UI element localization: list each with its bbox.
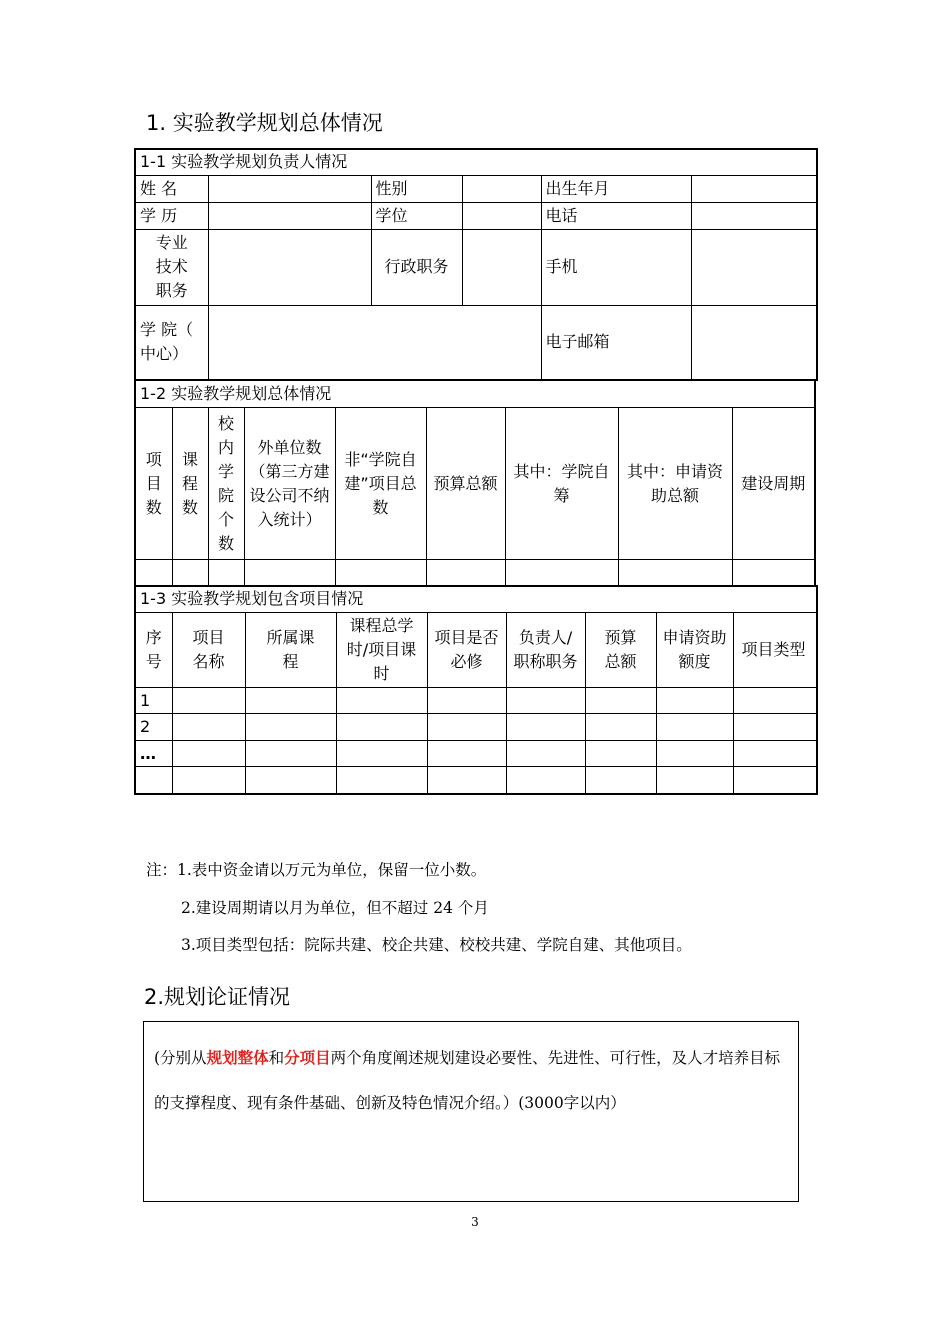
cell-internal-college-count[interactable] <box>208 560 244 586</box>
table-cell[interactable] <box>172 688 245 714</box>
table-cell[interactable] <box>585 714 656 741</box>
table-cell[interactable] <box>585 688 656 714</box>
note-1: 注：1.表中资金请以万元为单位，保留一位小数。 <box>146 861 487 879</box>
table-cell[interactable] <box>733 688 817 714</box>
header-funding-amount: 申请资助额度 <box>656 613 733 688</box>
header-non-self-built-count: 非“学院自建”项目总数 <box>335 408 426 560</box>
header-budget-total: 预算总额 <box>426 408 505 560</box>
section-title-1-2: 1-2 实验教学规划总体情况 <box>135 381 815 408</box>
label-college: 学 院（ 中心） <box>135 305 208 380</box>
page-number: 3 <box>471 1215 479 1229</box>
value-education[interactable] <box>208 202 371 229</box>
row-seq <box>135 767 172 794</box>
instr-highlight-overall: 规划整体 <box>206 1049 269 1067</box>
label-phone: 电话 <box>541 202 691 229</box>
table-cell[interactable] <box>336 767 427 794</box>
row-seq: … <box>135 741 172 767</box>
header-construction-period: 建设周期 <box>732 408 815 560</box>
table-cell[interactable] <box>585 767 656 794</box>
table-cell[interactable] <box>336 741 427 767</box>
table-cell[interactable] <box>427 767 506 794</box>
value-email[interactable] <box>691 305 817 380</box>
plan-overview-table <box>134 380 816 587</box>
cell-construction-period[interactable] <box>732 560 815 586</box>
header-seq: 序号 <box>135 613 172 688</box>
header-course-hours: 课程总学时/项目课时 <box>336 613 427 688</box>
table-cell[interactable] <box>656 714 733 741</box>
value-phone[interactable] <box>691 202 817 229</box>
header-requested-funding: 其中：申请资助总额 <box>618 408 732 560</box>
table-cell[interactable] <box>427 688 506 714</box>
label-gender: 性别 <box>371 175 462 202</box>
header-project-name: 项目名称 <box>172 613 245 688</box>
table-cell[interactable] <box>172 714 245 741</box>
instr-part-3: 两个角度阐述规划建设必要性、先进性、可行性，及人才培养目标的支撑程度、现有条件基础、创新及特色情况介绍。）(3000字以内） <box>154 1049 781 1112</box>
header-internal-college-count: 校内学院个数 <box>208 408 244 560</box>
cell-project-count[interactable] <box>135 560 172 586</box>
table-cell[interactable] <box>733 767 817 794</box>
table-cell[interactable] <box>172 741 245 767</box>
section-title-1-1: 1-1 实验教学规划负责人情况 <box>135 149 817 175</box>
instr-part-1: (分别从 <box>154 1049 207 1067</box>
table-cell[interactable] <box>506 767 585 794</box>
cell-self-funded[interactable] <box>505 560 618 586</box>
row-seq: 1 <box>135 688 172 714</box>
header-self-funded: 其中：学院自筹 <box>505 408 618 560</box>
project-list-table <box>134 585 818 795</box>
value-name[interactable] <box>208 175 371 202</box>
header-project-type: 项目类型 <box>733 613 817 688</box>
value-professional-title[interactable] <box>208 229 371 305</box>
label-birth: 出生年月 <box>541 175 691 202</box>
table-cell[interactable] <box>245 714 336 741</box>
header-course: 所属课程 <box>245 613 336 688</box>
table-cell[interactable] <box>245 741 336 767</box>
label-admin-position: 行政职务 <box>371 229 462 305</box>
table-cell[interactable] <box>506 741 585 767</box>
value-degree[interactable] <box>462 202 541 229</box>
cell-non-self-built-count[interactable] <box>335 560 426 586</box>
table-cell[interactable] <box>245 688 336 714</box>
value-college[interactable] <box>208 305 541 380</box>
header-required: 项目是否必修 <box>427 613 506 688</box>
note-3: 3.项目类型包括：院际共建、校企共建、校校共建、学院自建、其他项目。 <box>181 936 692 954</box>
section-title-1-3: 1-3 实验教学规划包含项目情况 <box>135 586 817 613</box>
table-cell[interactable] <box>585 741 656 767</box>
label-degree: 学位 <box>371 202 462 229</box>
table-cell[interactable] <box>656 688 733 714</box>
label-education: 学 历 <box>135 202 208 229</box>
header-external-unit-count: 外单位数（第三方建设公司不纳入统计） <box>244 408 335 560</box>
instr-highlight-subproject: 分项目 <box>284 1049 331 1067</box>
table-cell[interactable] <box>427 741 506 767</box>
table-cell[interactable] <box>656 741 733 767</box>
value-mobile[interactable] <box>691 229 817 305</box>
section-heading-2: 2.规划论证情况 <box>144 985 291 1009</box>
label-email: 电子邮箱 <box>541 305 691 380</box>
header-leader-title: 负责人/职称职务 <box>506 613 585 688</box>
table-cell[interactable] <box>733 714 817 741</box>
cell-course-count[interactable] <box>172 560 208 586</box>
table-cell[interactable] <box>427 714 506 741</box>
cell-external-unit-count[interactable] <box>244 560 335 586</box>
label-name: 姓 名 <box>135 175 208 202</box>
row-seq: 2 <box>135 714 172 741</box>
argument-instructions <box>154 1036 790 1126</box>
label-professional-title: 专业技术职务 <box>135 229 208 305</box>
table-cell[interactable] <box>506 714 585 741</box>
table-cell[interactable] <box>733 741 817 767</box>
leader-info-table <box>134 148 818 381</box>
table-cell[interactable] <box>656 767 733 794</box>
table-cell[interactable] <box>506 688 585 714</box>
table-cell[interactable] <box>336 688 427 714</box>
value-admin-position[interactable] <box>462 229 541 305</box>
section-heading-1: 1. 实验教学规划总体情况 <box>146 111 383 135</box>
header-project-count: 项目数 <box>135 408 172 560</box>
header-budget: 预算总额 <box>585 613 656 688</box>
header-course-count: 课程数 <box>172 408 208 560</box>
label-mobile: 手机 <box>541 229 691 305</box>
table-cell[interactable] <box>245 767 336 794</box>
cell-budget-total[interactable] <box>426 560 505 586</box>
value-gender[interactable] <box>462 175 541 202</box>
table-cell[interactable] <box>336 714 427 741</box>
instr-part-2: 和 <box>268 1049 285 1067</box>
table-cell[interactable] <box>172 767 245 794</box>
cell-requested-funding[interactable] <box>618 560 732 586</box>
value-birth[interactable] <box>691 175 817 202</box>
note-2: 2.建设周期请以月为单位，但不超过 24 个月 <box>181 899 489 917</box>
